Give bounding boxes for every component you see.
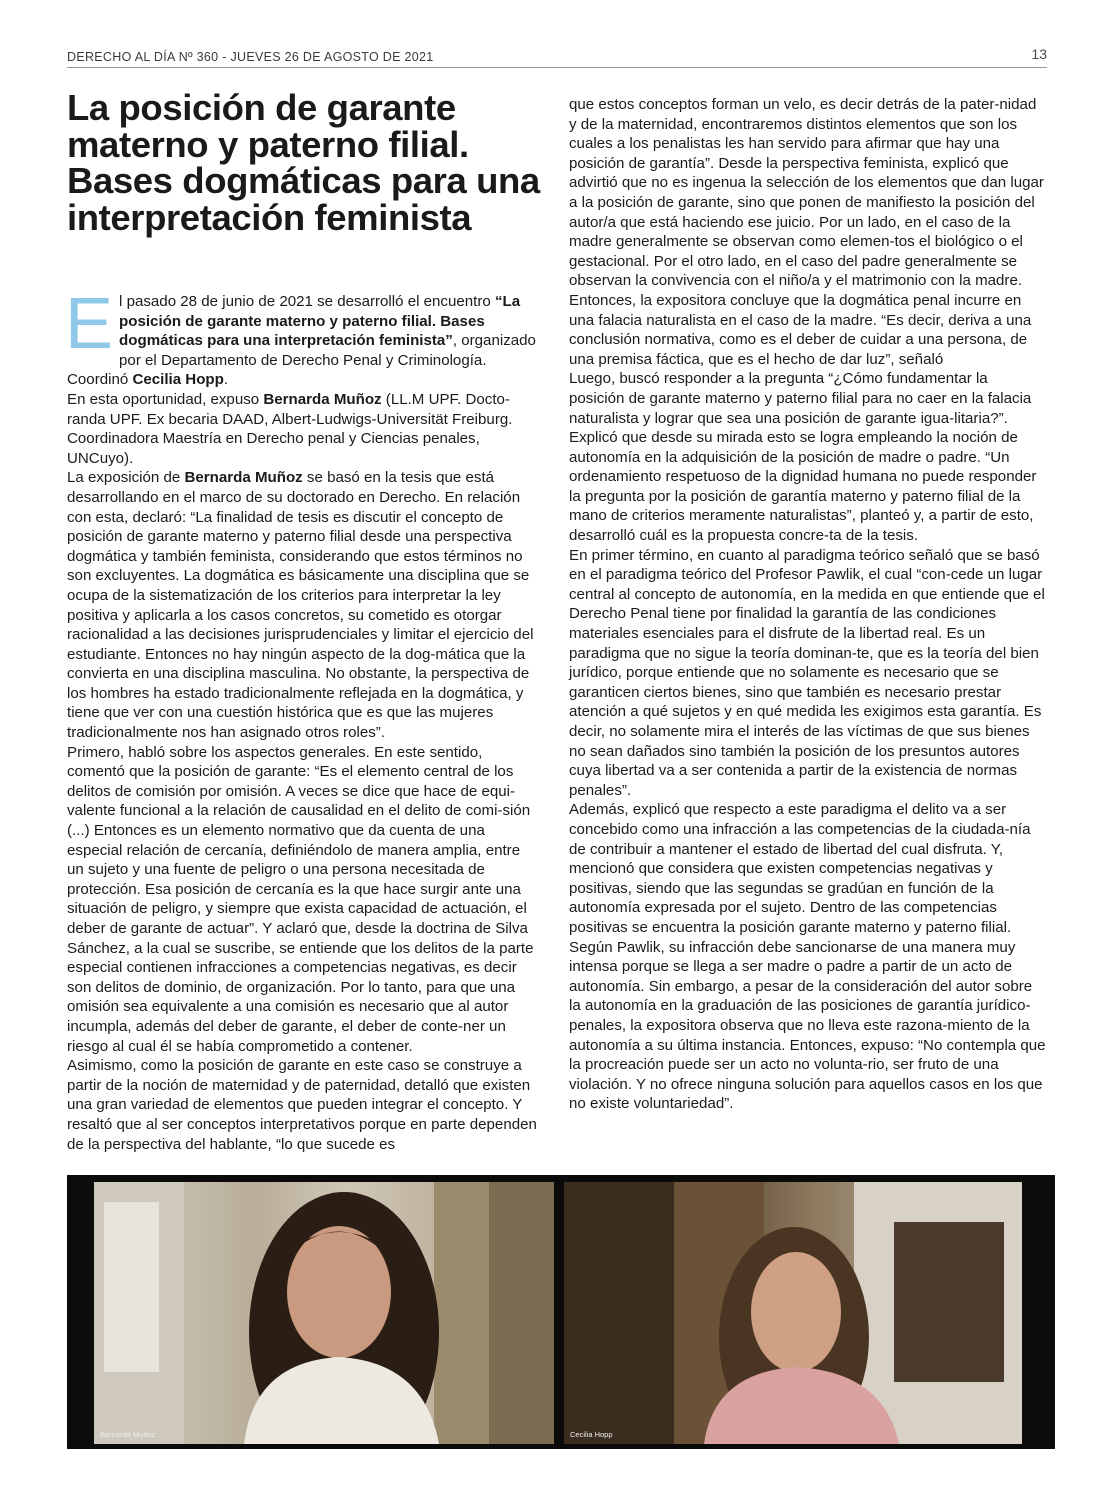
- article-title: La posición de garante materno y paterno filial. Bases dogmáticas para una interpretación feminista: [67, 87, 540, 238]
- speaker-name: Bernarda Muñoz: [184, 469, 303, 487]
- paragraph: Asimismo, como la posición de garante en este caso se construye a partir de la noción de maternidad y de paternidad, detalló que existen una gran variedad de elementos que pueden integrar el concepto. Y resaltó que al ser conceptos interpretativos porque en parte dependen de la perspectiva del hablante, “lo que sucede es: [67, 1057, 537, 1153]
- paragraph: [67, 390, 541, 468]
- drop-cap: E: [65, 284, 114, 364]
- page-header: [67, 46, 1047, 68]
- participant-video-right: [564, 1182, 1022, 1444]
- paragraph-text: (LL.M UPF. Docto-randa UPF. Ex becaria DAAD, Albert-Ludwigs-Universität Freiburg. Coordinadora Maestría en Derecho penal y Ciencias penales, UNCuyo).: [67, 390, 513, 467]
- participant-image: [94, 1182, 554, 1444]
- paragraph: que estos conceptos forman un velo, es decir detrás de la pater-nidad y de la maternidad, encontraremos distintos elementos que son los cuales a los penalistas les han servido para afirmar que hay una posición de garantía”. Desde la perspectiva feminista, explicó que advirtió que no es ingenua la selección de los elementos que dan lugar a la posición de garante, sino que ponen de manifiesto la posición del autor/a que está haciendo ese juicio. Por un lado, en el caso de la madre generalmente se observan como elemen-tos el biológico o el gestacional. Por el otro lado, en el caso del padre generalmente se observan la convivencia con el niño/a y el matrimonio con la madre. Entonces, la expositora concluye que la dogmática penal incurre en una falacia naturalista en el caso de la madre. “Es decir, deriva a una conclusión normativa, como es el deber de cuidar a una persona, de una premisa fáctica, que es el hecho de dar luz”, señaló: [569, 96, 1044, 368]
- intro-paragraph: [65, 284, 541, 390]
- paragraph: [67, 468, 541, 742]
- paragraph-text: La exposición de: [67, 469, 185, 487]
- page-number: 13: [1031, 46, 1047, 62]
- coordinator-name: Cecilia Hopp: [132, 371, 224, 389]
- intro-text: .: [223, 371, 229, 389]
- intro-text: , organizado por el Departamento de Derecho Penal y Criminología. Coordinó: [67, 332, 536, 389]
- intro-text: l pasado 28 de junio de 2021 se desarrolló el encuentro: [119, 293, 495, 310]
- speaker-name: Bernarda Muñoz: [263, 390, 382, 408]
- issue-line: DERECHO AL DÍA Nº 360 - JUEVES 26 DE AGOSTO DE 2021: [67, 50, 434, 64]
- article-column-left: [65, 284, 541, 1154]
- participant-caption: Bernarda Muñoz: [100, 1430, 156, 1439]
- article-column-right: [569, 95, 1047, 1114]
- paragraph: Luego, buscó responder a la pregunta “¿Cómo fundamentar la posición de garante materno y paterno filial para no caer en la falacia naturalista y lograr que sea una posición de garante igua-litaria?”. Explicó que desde su mirada esto se logra empleando la noción de autonomía en la adquisición de la posición de madre o padre. “Un ordenamiento respetuoso de la dignidad humana no puede responder la pregunta por la posición de garantía materno y paterno filial de la mano de criterios meramente naturalistas”, planteó y, a partir de esto, desarrolló cuál es la propuesta concre-ta de la tesis.: [569, 370, 1037, 545]
- paragraph: Primero, habló sobre los aspectos generales. En este sentido, comentó que la posición de garante: “Es el elemento central de los delitos de comisión por omisión. A veces se dice que hace de equi-valente funcional a la relación de causalidad en el delito de comi-sión (...) Entonces es un elemento normativo que da cuenta de una especial relación de cercanía, definiéndolo de manera amplia, entre un sujeto y una fuente de peligro o una persona necesitada de protección. Esa posición de cercanía es la que hace surgir ante una situación de peligro, y siempre que exista capacidad de actuación, el deber de garante de actuar”. Y aclaró que, desde la doctrina de Silva Sánchez, a la cual se suscribe, se entiende que los delitos de la parte especial contienen infracciones a competencias negativas, es decir son delitos de dominio, de organización. Por lo tanto, para que una omisión sea equivalente a una comisión es necesario que al autor incumpla, además del deber de garante, el deber de conte-ner un riesgo al cual él se había comprometido a contener.: [67, 743, 534, 1055]
- paragraph-text: se basó en la tesis que está desarrollando en el marco de su doctorado en Derecho. En relación con esta, declaró: “La finalidad de tesis es discutir el concepto de posición de garante materno y paterno filial desde una perspectiva dogmática y también feminista, considerando que estos términos no son excluyentes. La dogmática es básicamente una disciplina que se ocupa de la sistematización de los criterios para interpretar la ley positiva y aplicarla a los casos concretos, su cometido es otorgar racionalidad a las decisiones jurisprudenciales y limitar el ejercicio del estudiante. Entonces no hay ningún aspecto de la dog-mática que la convierta en una disciplina masculina. No obstante, la perspectiva de los hombres ha estado tradicionalmente reflejada en la dogmática, y tiene que ver con una cuestión histórica que es que las mujeres tradicionalmente nos han asignado otros roles”.: [67, 469, 534, 742]
- paragraph: Además, explicó que respecto a este paradigma el delito va a ser concebido como una infracción a las competencias de la ciudada-nía de contribuir a mantener el estado de libertad del cual disfruta. Y, mencionó que considera que existen competencias negativas y positivas, siendo que las segundas se gradúan en función de la autonomía expresada por el sujeto. Dentro de las competencias positivas se encuentra la posición garante materno y paterno filial. Según Pawlik, su infracción debe sancionarse de una manera muy intensa porque se llega a ser madre o padre a partir de un acto de autonomía. Sin embargo, a pesar de la consideración del autor sobre la autonomía en la graduación de las posiciones de garantía jurídico-penales, la expositora observa que no lleva este razona-miento de la autonomía a su última instancia. Entonces, expuso: “No contempla que la procreación puede ser un acto no volunta-rio, ser fruto de una violación. Y no ofrece ninguna solución para aquellos casos en los que no existe voluntariedad”.: [569, 801, 1046, 1113]
- paragraph: En primer término, en cuanto al paradigma teórico señaló que se basó en el paradigma teórico del Profesor Pawlik, el cual “con-cede un lugar central al concepto de autonomía, en la medida en que entiende que el Derecho Penal tiene por finalidad la garantía de las condiciones materiales esenciales para el disfrute de la libertad real. Es un paradigma que no sigue la teoría dominan-te, que es la teoría del bien jurídico, porque entiende que no solamente es necesario que se garanticen ciertos bienes, sino que también es necesario prestar atención a qué sujetos y en qué medida les exigimos esta garantía. Es decir, no solamente mira el interés de las víctimas de que sus bienes no sean dañados sino también la posición de los presuntos autores cuya libertad va a ser contenida a partir de la existencia de normas penales”.: [569, 546, 1045, 799]
- participant-image: [564, 1182, 1022, 1444]
- video-call-photo: [67, 1175, 1055, 1449]
- participant-caption: Cecilia Hopp: [570, 1430, 613, 1439]
- paragraph-text: En esta oportunidad, expuso: [67, 390, 264, 408]
- participant-video-left: [94, 1182, 554, 1444]
- event-title: “La posición de garante materno y paterno filial. Bases dogmáticas para una interpretación feminista”: [119, 293, 521, 350]
